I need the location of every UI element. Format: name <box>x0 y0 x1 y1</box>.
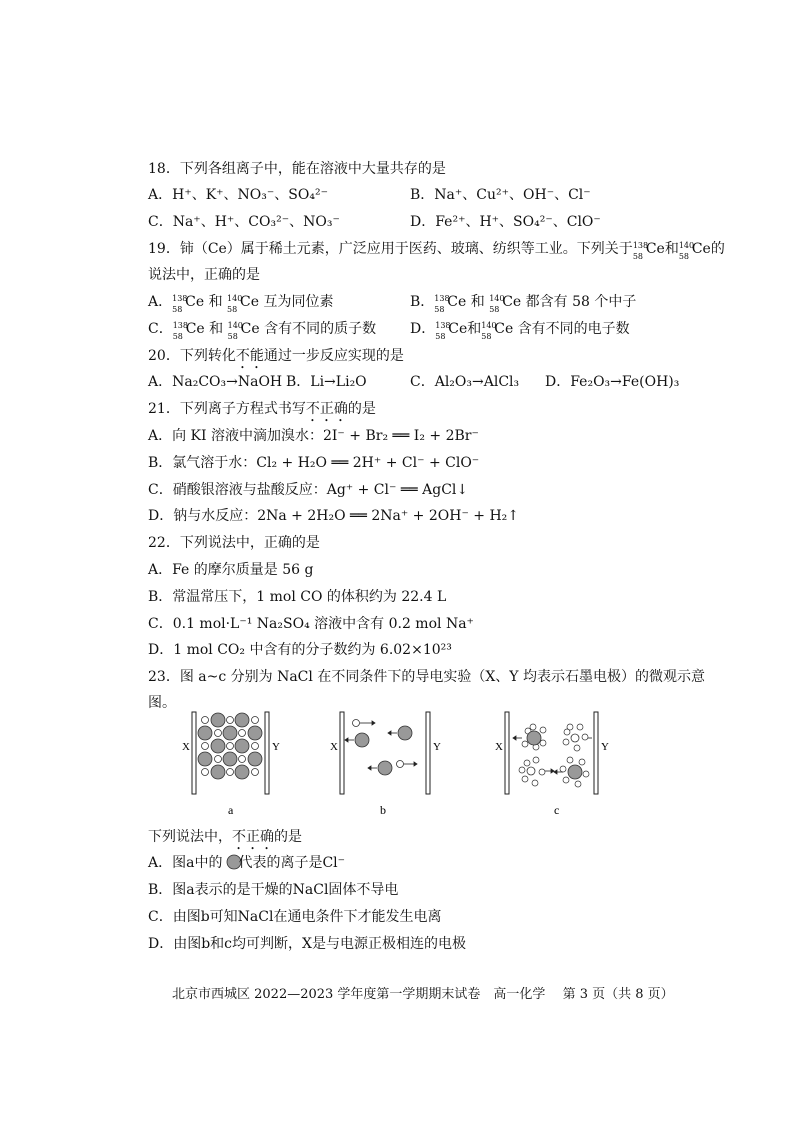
q23-option-c: C．由图b可知NaCl在通电条件下才能发生电离 <box>148 909 442 925</box>
q21-option-d: D．钠与水反应：2Na + 2H₂O ══ 2Na⁺ + 2OH⁻ + H₂↑ <box>148 508 520 524</box>
q21-option-c: C．硝酸银溶液与盐酸反应：Ag⁺ + Cl⁻ ══ AgCl↓ <box>148 482 469 498</box>
q18-option-d: D．Fe²⁺、H⁺、SO₄²⁻、ClO⁻ <box>410 214 601 230</box>
q20-stem: 20．下列转化不能通过一步反应实现的是 <box>148 348 404 364</box>
q23-stem-2: 图。 <box>148 695 176 711</box>
page-footer: 北京市西城区 2022—2023 学年度第一学期期末试卷 高一化学 第 3 页（共 8 页） <box>172 987 674 1002</box>
q19-option-c: C． 138 58 Ce 和 140 58 Ce 含有不同的质子数 <box>148 321 377 341</box>
q21-stem: 21．下列离子方程式书写不正确的是 <box>148 401 376 417</box>
q22-option-d: D．1 mol CO₂ 中含有的分子数约为 6.02×10²³ <box>148 642 452 658</box>
figure-c <box>495 712 609 817</box>
electrode-x-label: X <box>495 741 503 753</box>
q20-option-b: B．Li→Li₂O <box>286 374 367 390</box>
q19-option-d: D． 138 58 Ce和 140 58 Ce 含有不同的电子数 <box>410 321 630 341</box>
q18-stem: 18．下列各组离子中，能在溶液中大量共存的是 <box>148 161 446 177</box>
emphasis-incorrect: 不正确 <box>305 401 348 417</box>
q21-option-b: B．氯气溶于水：Cl₂ + H₂O ══ 2H⁺ + Cl⁻ + ClO⁻ <box>148 455 480 471</box>
isotope-ce138: 138 58 Ce <box>632 241 665 261</box>
q18-option-a: A．H⁺、K⁺、NO₃⁻、SO₄²⁻ <box>148 187 328 203</box>
figure-c-label: c <box>554 803 560 817</box>
isotope-ce140: 140 58 Ce <box>678 241 711 261</box>
figure-a-label: a <box>228 803 234 817</box>
q23-stem: 23．图 a~c 分别为 NaCl 在不同条件下的导电实验（X、Y 均表示石墨电极）的微观示意 <box>148 669 705 685</box>
q22-option-a: A．Fe 的摩尔质量是 56 g <box>148 562 314 578</box>
electrode-y-label: Y <box>601 741 609 753</box>
q18-option-b: B．Na⁺、Cu²⁺、OH⁻、Cl⁻ <box>410 187 591 203</box>
q23-option-b: B．图a表示的是干燥的NaCl固体不导电 <box>148 882 399 898</box>
q22-option-b: B．常温常压下，1 mol CO 的体积约为 22.4 L <box>148 589 447 605</box>
q19-stem-text: 19．铈（Ce）属于稀土元素，广泛应用于医药、玻璃、纺织等工业。下列关于 <box>148 241 633 257</box>
figure-a <box>182 712 280 817</box>
q22-option-c: C．0.1 mol·L⁻¹ Na₂SO₄ 溶液中含有 0.2 mol Na⁺ <box>148 616 474 632</box>
q19-option-a: A． 138 58 Ce 和 140 58 Ce 互为同位素 <box>148 294 334 314</box>
q20-option-a: A．Na₂CO₃→NaOH <box>148 374 283 390</box>
q20-option-d: D．Fe₂O₃→Fe(OH)₃ <box>545 374 680 390</box>
q19-stem: 19．铈（Ce）属于稀土元素，广泛应用于医药、玻璃、纺织等工业。下列关于 138 58 Ce和 140 58 Ce的 <box>148 241 725 261</box>
q23-option-a: A．图a中的 代表的离子是Cl⁻ <box>148 855 346 871</box>
emphasis-not: 不能 <box>235 348 264 364</box>
q19-option-b: B． 138 58 Ce 和 140 58 Ce 都含有 58 个中子 <box>410 294 637 314</box>
figure-b <box>330 712 441 817</box>
q20-option-c: C．Al₂O₃→AlCl₃ <box>410 374 520 390</box>
q19-stem-2: 说法中，正确的是 <box>148 267 260 283</box>
q23-sub-stem: 下列说法中，不正确的是 <box>148 829 302 845</box>
figure-b-label: b <box>380 803 386 817</box>
q22-stem: 22．下列说法中，正确的是 <box>148 535 320 551</box>
q23-option-d: D．由图b和c均可判断，X是与电源正极相连的电极 <box>148 936 466 952</box>
electrode-x-label: X <box>182 741 190 753</box>
electrode-x-label: X <box>330 741 338 753</box>
emphasis-incorrect: 不正确 <box>232 829 274 845</box>
q18-option-c: C．Na⁺、H⁺、CO₃²⁻、NO₃⁻ <box>148 214 340 230</box>
q21-option-a: A．向 KI 溶液中滴加溴水：2I⁻ + Br₂ ══ I₂ + 2Br⁻ <box>148 428 479 444</box>
electrode-y-label: Y <box>433 741 441 753</box>
electrode-y-label: Y <box>272 741 280 753</box>
